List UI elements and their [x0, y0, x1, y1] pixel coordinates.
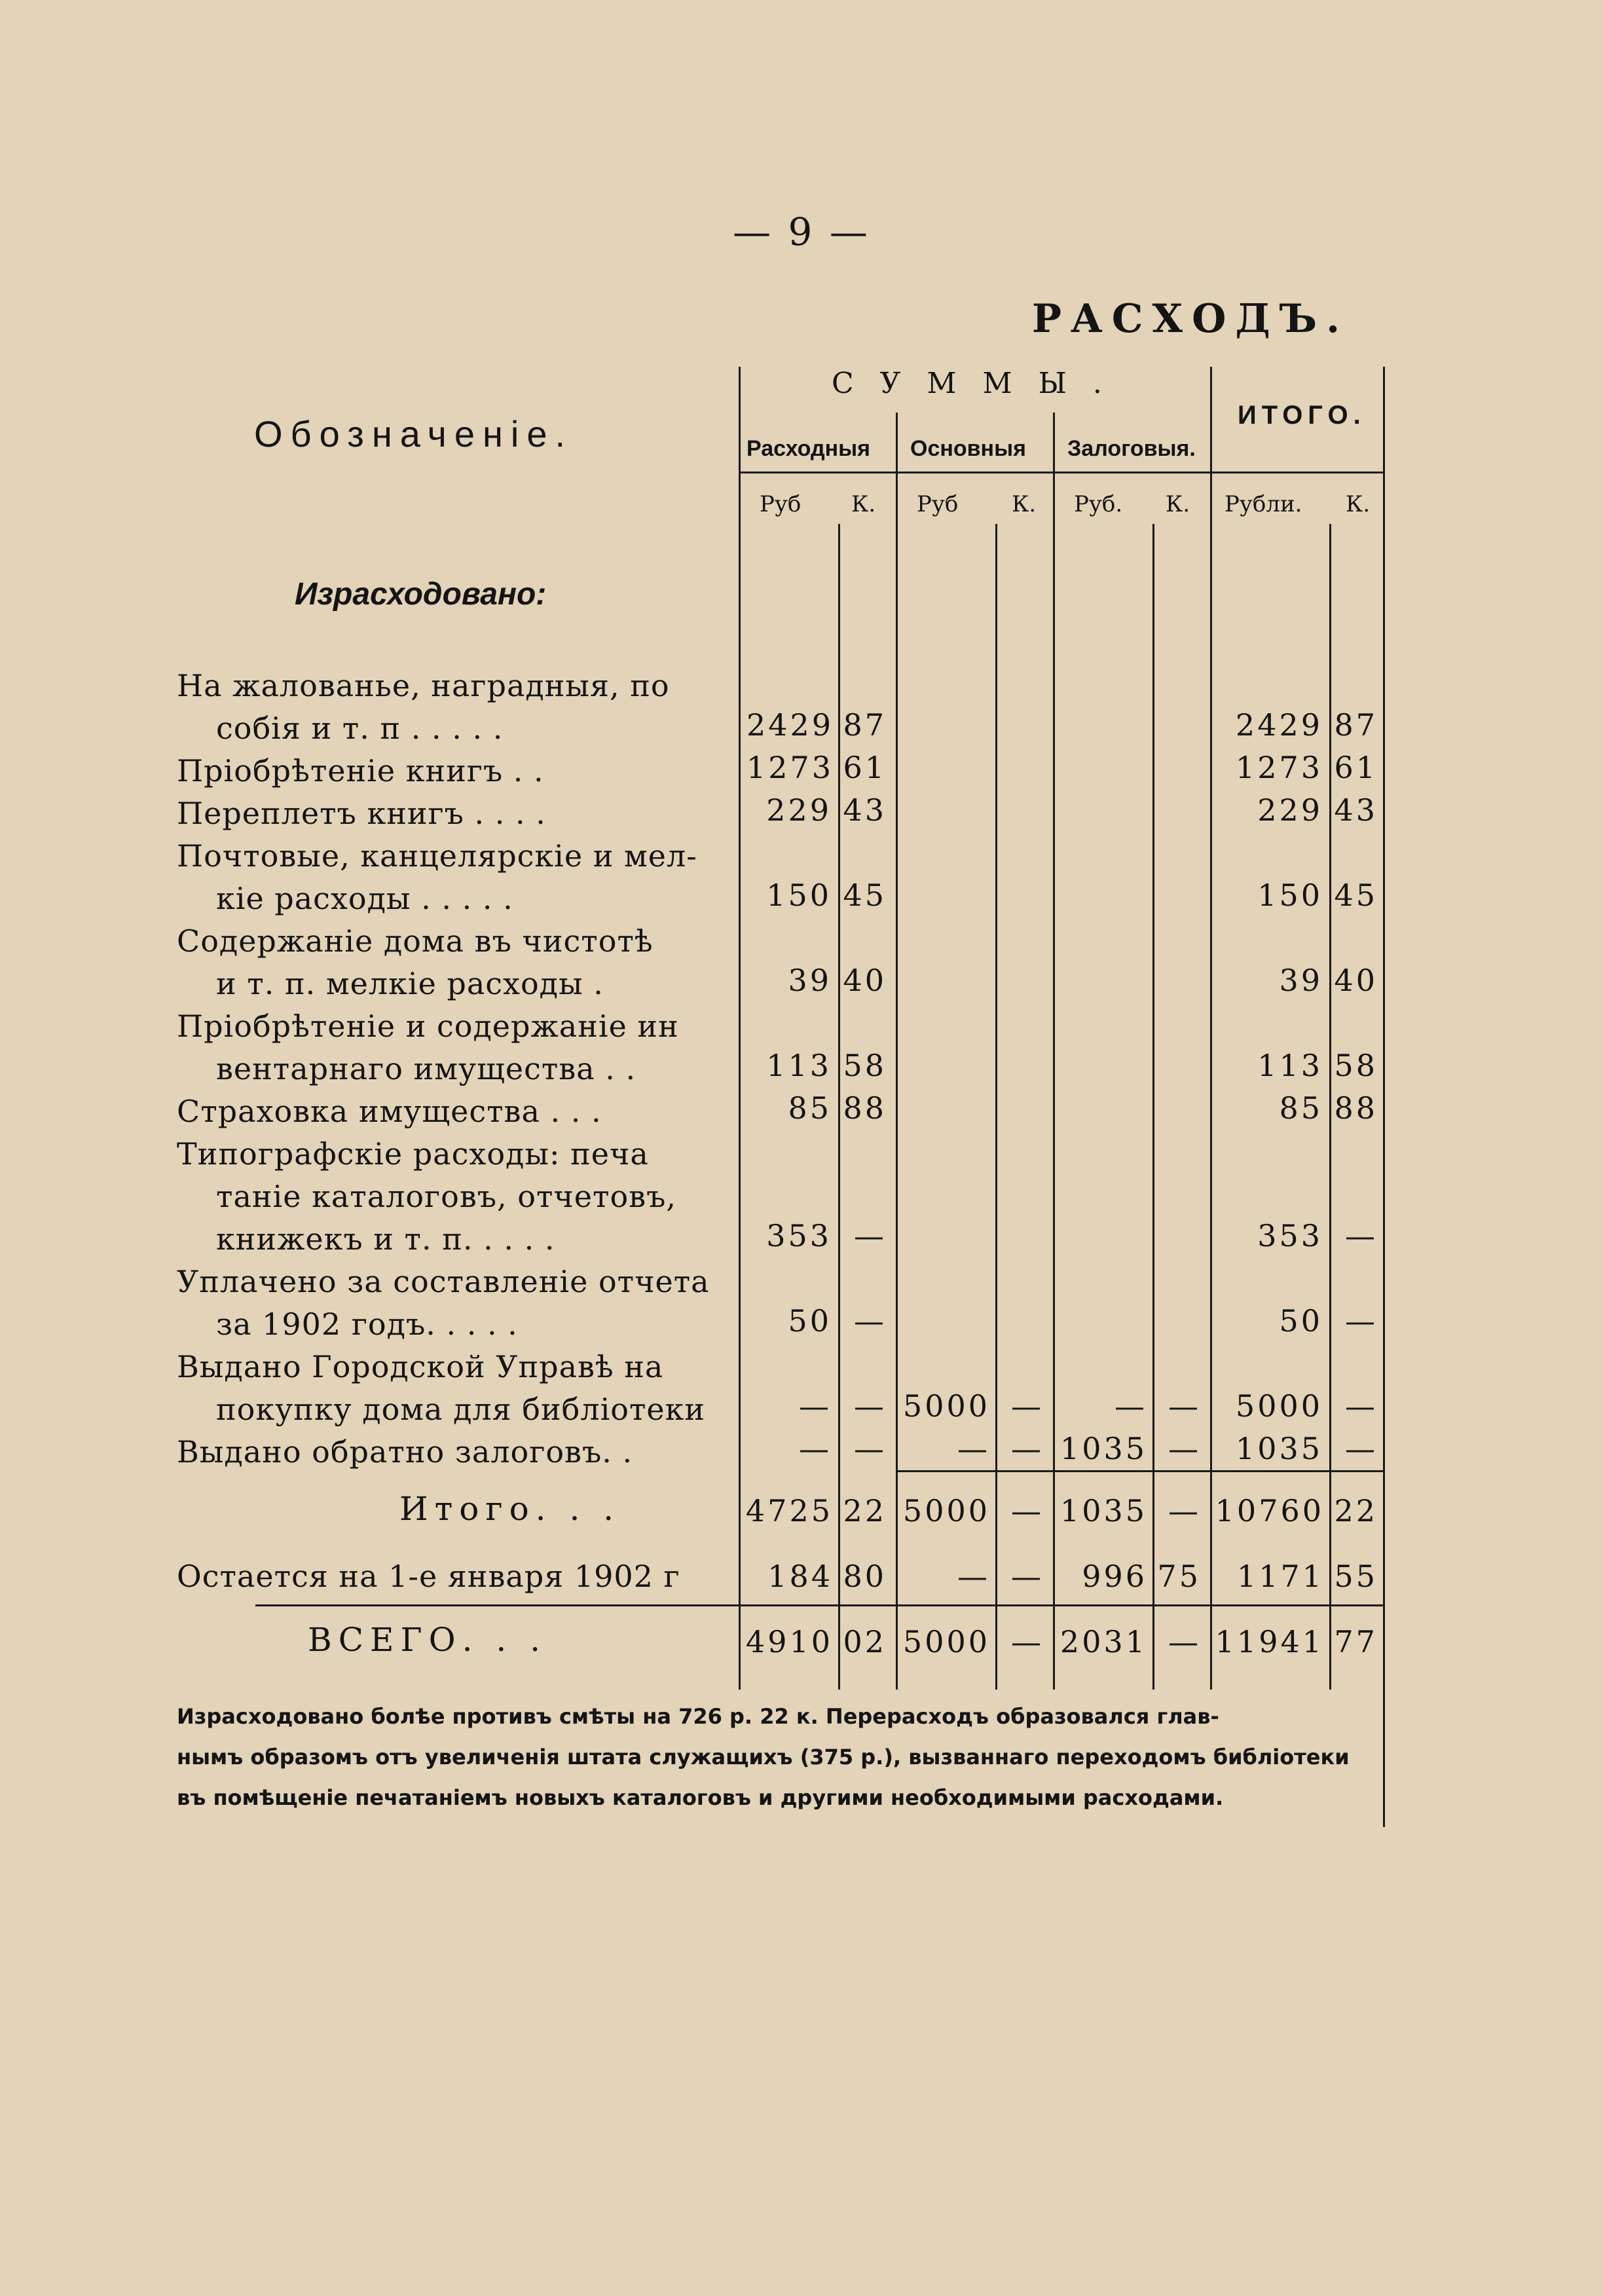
- cell-exp-rub: 184: [767, 1559, 833, 1594]
- cell-total-kop: 87: [1334, 707, 1378, 743]
- unit-kop: К.: [1012, 491, 1037, 517]
- cell-exp-kop: 45: [843, 878, 887, 913]
- cell-exp-kop: 61: [843, 750, 887, 785]
- row-description: Прiобрѣтенiе книгъ . .: [177, 753, 544, 788]
- rule: [739, 367, 741, 1690]
- rule: [739, 472, 1385, 473]
- cell-total-kop: 58: [1334, 1048, 1378, 1083]
- cell-dep-rub: 1035: [1059, 1431, 1147, 1466]
- cell-total-kop: 43: [1334, 792, 1378, 828]
- cell-dep-kop: —: [1168, 1493, 1201, 1528]
- cell-total-kop: 88: [1334, 1090, 1378, 1126]
- row-description: Почтовые, канцелярскiе и мел- кiе расходы . . . . .: [177, 838, 697, 916]
- cell-total-kop: —: [1345, 1218, 1378, 1253]
- cell-total-kop: —: [1345, 1388, 1378, 1424]
- cell-exp-rub: 85: [788, 1090, 832, 1126]
- cell-total-rub: 1171: [1236, 1559, 1324, 1594]
- cell-exp-rub: 39: [788, 963, 832, 998]
- cell-total-kop: —: [1345, 1303, 1378, 1339]
- unit-rubles: Рубли.: [1225, 491, 1302, 517]
- cell-total-rub: 39: [1279, 963, 1323, 998]
- cell-total-rub: 1035: [1235, 1431, 1323, 1466]
- cell-exp-kop: 02: [843, 1624, 887, 1659]
- rule: [1152, 524, 1154, 1690]
- cell-exp-rub: 113: [766, 1048, 832, 1083]
- cell-total-rub: 2429: [1235, 707, 1323, 743]
- header-designation: Обозначенiе.: [254, 413, 574, 454]
- header-col-expense: Расходныя: [746, 436, 870, 461]
- header-sums: СУММЫ.: [832, 367, 1128, 400]
- cell-main-rub: 5000: [902, 1388, 990, 1424]
- row-description: Выдано Городской Управѣ на покупку дома для библiотеки: [177, 1349, 706, 1427]
- expense-table: [177, 367, 1388, 1827]
- cell-main-kop: —: [1011, 1493, 1044, 1528]
- total-label: Итого. . .: [399, 1490, 621, 1528]
- row-description: На жалованье, наградныя, по собiя и т. п . . . . .: [177, 668, 670, 746]
- cell-total-kop: 45: [1334, 878, 1378, 913]
- cell-exp-kop: 88: [843, 1090, 887, 1126]
- cell-total-rub: 229: [1257, 792, 1323, 828]
- cell-exp-kop: 43: [843, 792, 887, 828]
- cell-total-rub: 11941: [1215, 1624, 1324, 1659]
- cell-exp-kop: —: [854, 1431, 887, 1466]
- cell-main-kop: —: [1011, 1388, 1044, 1424]
- remain-label: Остается на 1-е января 1902 г: [177, 1559, 680, 1594]
- cell-total-kop: 40: [1334, 963, 1378, 998]
- rule: [995, 524, 997, 1690]
- rule: [897, 1470, 1385, 1472]
- unit-rub: Руб: [917, 491, 959, 517]
- cell-exp-rub: 4910: [745, 1624, 833, 1659]
- section-title: РАСХОДЪ.: [1031, 296, 1349, 342]
- cell-exp-kop: —: [854, 1303, 887, 1339]
- cell-exp-kop: 40: [843, 963, 887, 998]
- cell-dep-rub: 996: [1082, 1559, 1147, 1594]
- cell-dep-kop: —: [1168, 1388, 1201, 1424]
- cell-exp-rub: 229: [766, 792, 832, 828]
- cell-exp-rub: 353: [766, 1218, 832, 1253]
- row-description: Содержанiе дома въ чистотѣ и т. п. мелкiе расходы .: [177, 923, 654, 1001]
- cell-exp-rub: 4725: [745, 1493, 833, 1528]
- cell-main-kop: —: [1011, 1431, 1044, 1466]
- cell-dep-kop: —: [1168, 1431, 1201, 1466]
- cell-dep-rub: 1035: [1059, 1493, 1147, 1528]
- row-description: Выдано обратно залоговъ. .: [177, 1434, 633, 1470]
- rule: [255, 1604, 1385, 1606]
- header-col-deposit: Залоговыя.: [1067, 436, 1196, 461]
- row-description: Прiобрѣтенiе и содержанiе ин вентарнаго имущества . .: [177, 1009, 679, 1086]
- cell-total-kop: 77: [1334, 1624, 1378, 1659]
- unit-rub: Руб.: [1074, 491, 1123, 517]
- cell-total-rub: 10760: [1215, 1493, 1324, 1528]
- footnote: Израсходовано болѣе противъ смѣты на 726 р. 22 к. Перерасходъ образовался глав- нымъ образомъ отъ увеличенiя штата служащихъ (375 р.), вызваннаго переходомъ библiотеки въ помѣщенiе печатанiемъ новыхъ каталоговъ и другими необходимыми расходами.: [177, 1704, 1350, 1810]
- cell-exp-kop: 87: [843, 707, 887, 743]
- cell-total-rub: 5000: [1235, 1388, 1323, 1424]
- rule: [1329, 524, 1331, 1690]
- cell-dep-rub: 2031: [1059, 1624, 1147, 1659]
- cell-total-rub: 150: [1257, 878, 1323, 913]
- row-description: Переплетъ книгъ . . . .: [177, 796, 546, 831]
- rule: [1383, 367, 1385, 1827]
- cell-main-rub: 5000: [902, 1493, 990, 1528]
- rule: [896, 413, 898, 1690]
- grand-total-label: ВСЕГО. . .: [308, 1621, 547, 1659]
- unit-kop: К.: [851, 491, 876, 517]
- cell-total-kop: —: [1345, 1431, 1378, 1466]
- cell-exp-kop: 22: [843, 1493, 887, 1528]
- cell-total-rub: 1273: [1235, 750, 1323, 785]
- cell-dep-kop: 75: [1157, 1559, 1201, 1594]
- cell-total-rub: 50: [1279, 1303, 1323, 1339]
- cell-exp-kop: 58: [843, 1048, 887, 1083]
- header-col-main: Основныя: [910, 436, 1026, 461]
- rule: [1210, 367, 1212, 1690]
- unit-kop: К.: [1166, 491, 1190, 517]
- row-description: Уплачено за составленiе отчета за 1902 годъ. . . . .: [177, 1264, 710, 1342]
- cell-exp-rub: —: [799, 1388, 832, 1424]
- cell-main-rub: —: [957, 1559, 990, 1594]
- cell-main-kop: —: [1011, 1559, 1044, 1594]
- rule: [1053, 413, 1055, 1690]
- cell-exp-kop: —: [854, 1218, 887, 1253]
- cell-dep-kop: —: [1168, 1624, 1201, 1659]
- cell-exp-kop: —: [854, 1388, 887, 1424]
- cell-exp-rub: 1273: [746, 750, 834, 785]
- group-label: Израсходовано:: [295, 577, 547, 612]
- unit-kop: К.: [1346, 491, 1371, 517]
- cell-total-kop: 22: [1334, 1493, 1378, 1528]
- unit-rub: Руб: [760, 491, 802, 517]
- cell-total-kop: 61: [1334, 750, 1378, 785]
- cell-main-rub: 5000: [902, 1624, 990, 1659]
- cell-total-rub: 113: [1257, 1048, 1323, 1083]
- cell-exp-rub: 150: [766, 878, 832, 913]
- row-description: Типографскiе расходы: печа танiе каталоговъ, отчетовъ, книжекъ и т. п. . . . .: [177, 1136, 676, 1257]
- cell-total-rub: 85: [1279, 1090, 1323, 1126]
- row-description: Страховка имущества . . .: [177, 1094, 602, 1129]
- header-total: ИТОГО.: [1238, 401, 1366, 430]
- cell-main-kop: —: [1011, 1624, 1044, 1659]
- cell-total-kop: 55: [1334, 1559, 1378, 1594]
- cell-main-rub: —: [957, 1431, 990, 1466]
- cell-exp-rub: 50: [788, 1303, 832, 1339]
- cell-exp-kop: 80: [843, 1559, 887, 1594]
- cell-exp-rub: 2429: [746, 707, 834, 743]
- cell-dep-rub: —: [1115, 1388, 1147, 1424]
- rule: [838, 524, 840, 1690]
- page-number: — 9 —: [733, 210, 870, 254]
- cell-exp-rub: —: [799, 1431, 832, 1466]
- cell-total-rub: 353: [1257, 1218, 1323, 1253]
